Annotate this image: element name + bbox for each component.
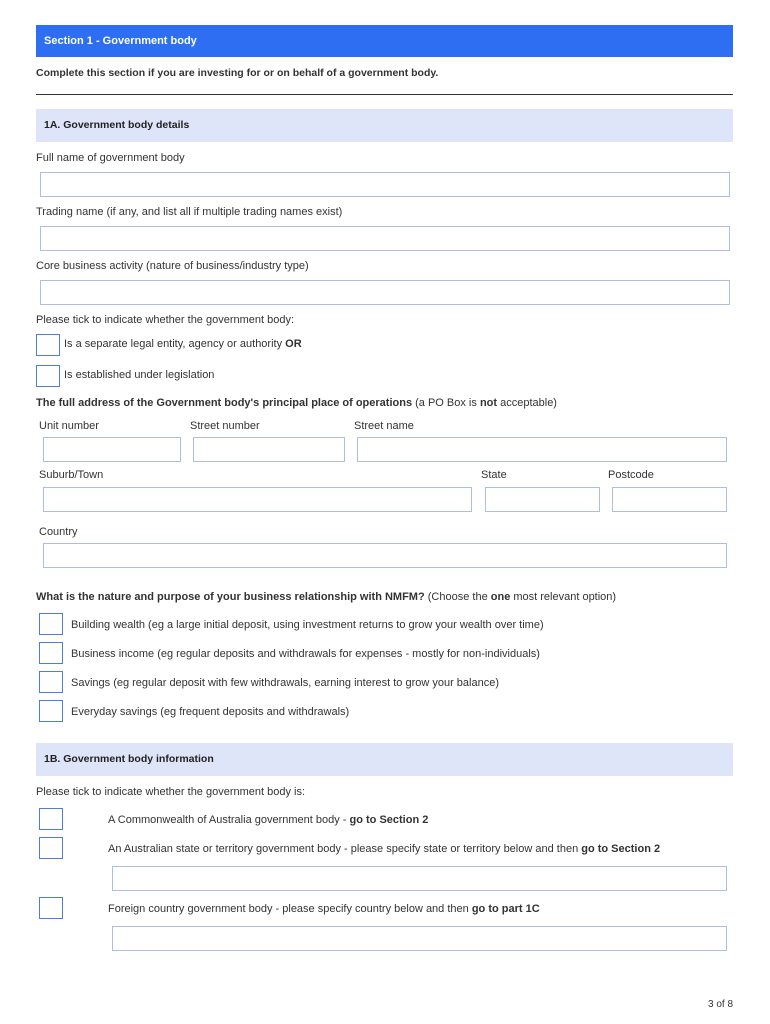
state-government-label: An Australian state or territory government body - please specify state or territory below and then go to Section 2 <box>108 843 661 855</box>
full-name-input[interactable] <box>40 172 730 197</box>
country-input[interactable] <box>43 543 727 568</box>
unit-number-label: Unit number <box>39 420 99 432</box>
building-wealth-checkbox[interactable] <box>39 613 63 635</box>
street-number-label: Street number <box>190 420 260 432</box>
divider <box>36 94 733 95</box>
postcode-label: Postcode <box>608 469 654 481</box>
entity-tick-prompt: Please tick to indicate whether the government body: <box>36 314 295 326</box>
core-business-label: Core business activity (nature of business/industry type) <box>36 260 309 272</box>
suburb-input[interactable] <box>43 487 472 512</box>
part-1b-heading: 1B. Government body information <box>36 743 733 776</box>
postcode-input[interactable] <box>612 487 727 512</box>
foreign-government-checkbox[interactable] <box>39 897 63 919</box>
everyday-savings-label: Everyday savings (eg frequent deposits and withdrawals) <box>71 706 350 718</box>
section-intro: Complete this section if you are investing for or on behalf of a government body. <box>36 67 439 79</box>
trading-name-label: Trading name (if any, and list all if multiple trading names exist) <box>36 206 343 218</box>
core-business-input[interactable] <box>40 280 730 305</box>
full-name-label: Full name of government body <box>36 152 185 164</box>
part-1a-heading: 1A. Government body details <box>36 109 733 142</box>
page-number: 3 of 8 <box>708 999 734 1010</box>
state-input[interactable] <box>485 487 600 512</box>
suburb-label: Suburb/Town <box>39 469 104 481</box>
legislation-label: Is established under legislation <box>64 369 215 381</box>
state-label: State <box>481 469 507 481</box>
street-name-label: Street name <box>354 420 414 432</box>
unit-number-input[interactable] <box>43 437 181 462</box>
address-heading: The full address of the Government body's principal place of operations (a PO Box is not acceptable) <box>36 397 557 409</box>
everyday-savings-checkbox[interactable] <box>39 700 63 722</box>
commonwealth-label: A Commonwealth of Australia government body - go to Section 2 <box>108 814 429 826</box>
foreign-country-input[interactable] <box>112 926 727 951</box>
commonwealth-checkbox[interactable] <box>39 808 63 830</box>
section-title: Section 1 - Government body <box>36 25 733 57</box>
legislation-checkbox[interactable] <box>36 365 60 387</box>
business-income-checkbox[interactable] <box>39 642 63 664</box>
separate-entity-label: Is a separate legal entity, agency or authority OR <box>64 338 302 350</box>
trading-name-input[interactable] <box>40 226 730 251</box>
relationship-question: What is the nature and purpose of your business relationship with NMFM? (Choose the one most relevant option) <box>36 591 617 603</box>
state-territory-input[interactable] <box>112 866 727 891</box>
country-label: Country <box>39 526 78 538</box>
separate-entity-checkbox[interactable] <box>36 334 60 356</box>
savings-checkbox[interactable] <box>39 671 63 693</box>
street-number-input[interactable] <box>193 437 345 462</box>
savings-label: Savings (eg regular deposit with few withdrawals, earning interest to grow your balance) <box>71 677 499 689</box>
foreign-government-label: Foreign country government body - please specify country below and then go to part 1C <box>108 903 540 915</box>
business-income-label: Business income (eg regular deposits and withdrawals for expenses - mostly for non-individuals) <box>71 648 540 660</box>
government-type-prompt: Please tick to indicate whether the government body is: <box>36 786 306 798</box>
state-government-checkbox[interactable] <box>39 837 63 859</box>
street-name-input[interactable] <box>357 437 727 462</box>
building-wealth-label: Building wealth (eg a large initial deposit, using investment returns to grow your wealth over time) <box>71 619 544 631</box>
